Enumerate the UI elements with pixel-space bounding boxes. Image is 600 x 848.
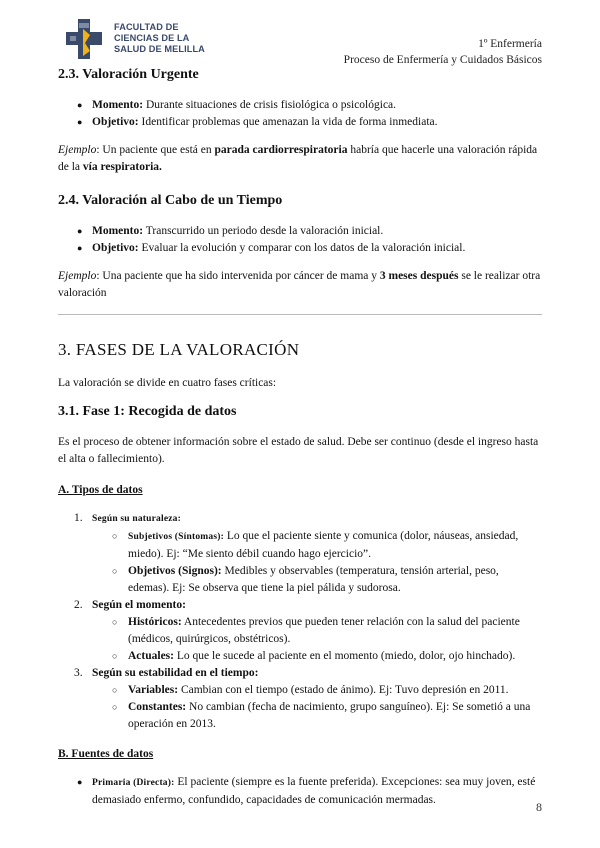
data-types-title: A. Tipos de datos: [58, 484, 143, 496]
list-item: ○ Históricos: Antecedentes previos que pueden tener relación con la salud del paciente (médicos, quirúrgicos, obstétricos).: [92, 614, 542, 648]
list-item: ● Primaria (Directa): El paciente (siempre es la fuente preferida). Excepciones: sea muy joven, esté demasiado enfermo, confundido, capacidades de comunicación mermadas.: [58, 774, 542, 809]
page-content: [58, 66, 542, 809]
followup-bullets: [58, 223, 542, 257]
heading-2-4: 2.4. Valoración al Cabo de un Tiempo: [58, 193, 283, 208]
data-types-list: [58, 510, 542, 733]
heading-2-3: 2.3. Valoración Urgente: [58, 67, 199, 82]
list-item: ● Objetivo: Evaluar la evolución y comparar con los datos de la valoración inicial.: [58, 240, 542, 257]
heading-3: 3. FASES DE LA VALORACIÓN: [58, 340, 300, 359]
list-item: ● Momento: Durante situaciones de crisis fisiológica o psicológica.: [58, 97, 542, 114]
list-item: 3. Según su estabilidad en el tiempo: ○ Variables: Cambian con el tiempo (estado de ánimo). Ej: Tuvo depresión en 2011. ○ Constantes: No cambian (fecha de nacimiento, grupo sanguíneo). Ej: Se sometió a una operación en 2013.: [58, 665, 542, 733]
page-number: 8: [536, 800, 542, 814]
followup-example: Ejemplo: Una paciente que ha sido intervenida por cáncer de mama y 3 meses después se le realizar otra valoración: [58, 270, 541, 299]
logo-line-3: SALUD DE MELILLA: [114, 44, 205, 54]
list-item: ○ Actuales: Lo que le sucede al paciente en el momento (miedo, dolor, ojo hinchado).: [92, 648, 542, 665]
list-item: ○ Constantes: No cambian (fecha de nacimiento, grupo sanguíneo). Ej: Se sometió a una operación en 2013.: [92, 699, 542, 733]
faculty-cross-icon: [66, 19, 102, 59]
running-header: [344, 36, 542, 68]
list-item: ○ Objetivos (Signos): Medibles y observables (temperatura, tensión arterial, peso, edemas). Ej: Se observa que tiene la piel pálida y sudorosa.: [92, 563, 542, 597]
list-item: ○ Variables: Cambian con el tiempo (estado de ánimo). Ej: Tuvo depresión en 2011.: [92, 682, 542, 699]
list-item: ● Objetivo: Identificar problemas que amenazan la vida de forma inmediata.: [58, 114, 542, 131]
heading-3-1: 3.1. Fase 1: Recogida de datos: [58, 404, 237, 419]
faculty-logo: [66, 19, 226, 59]
list-item: 1. Según su naturaleza: ○ Subjetivos (Síntomas): Lo que el paciente siente y comunica (dolor, náuseas, ansiedad, miedo). Ej: “Me siento débil cuando hago ejercicio”. ○ Objetivos (Signos): Medibles y observables (temperatura, tensión arterial, peso, edemas). Ej: Se observa que tiene la piel pálida y sudorosa.: [58, 510, 542, 597]
collection-intro: Es el proceso de obtener información sobre el estado de salud. Debe ser continuo (desde el ingreso hasta el alta o fallecimiento).: [58, 436, 539, 465]
section-divider: [58, 314, 542, 315]
data-sources-list: [58, 774, 542, 809]
logo-line-2: CIENCIAS DE LA: [114, 33, 190, 43]
phases-intro: La valoración se divide en cuatro fases críticas:: [58, 377, 277, 389]
list-item: 2. Según el momento: ○ Históricos: Antecedentes previos que pueden tener relación con la salud del paciente (médicos, quirúrgicos, obstétricos). ○ Actuales: Lo que le sucede al paciente en el momento (miedo, dolor, ojo hinchado).: [58, 597, 542, 665]
list-item: ○ Subjetivos (Síntomas): Lo que el paciente siente y comunica (dolor, náuseas, ansiedad, miedo). Ej: “Me siento débil cuando hago ejercicio”.: [92, 528, 542, 563]
course-label: 1º Enfermería: [478, 38, 542, 50]
urgent-example: Ejemplo: Un paciente que está en parada cardiorrespiratoria habría que hacerle una valoración rápida de la vía respiratoria.: [58, 144, 538, 173]
data-sources-title: B. Fuentes de datos: [58, 748, 154, 760]
logo-text: [114, 22, 205, 55]
urgent-bullets: [58, 97, 542, 131]
logo-line-1: FACULTAD DE: [114, 22, 179, 32]
subject-label: Proceso de Enfermería y Cuidados Básicos: [343, 54, 542, 66]
list-item: ● Momento: Transcurrido un periodo desde la valoración inicial.: [58, 223, 542, 240]
